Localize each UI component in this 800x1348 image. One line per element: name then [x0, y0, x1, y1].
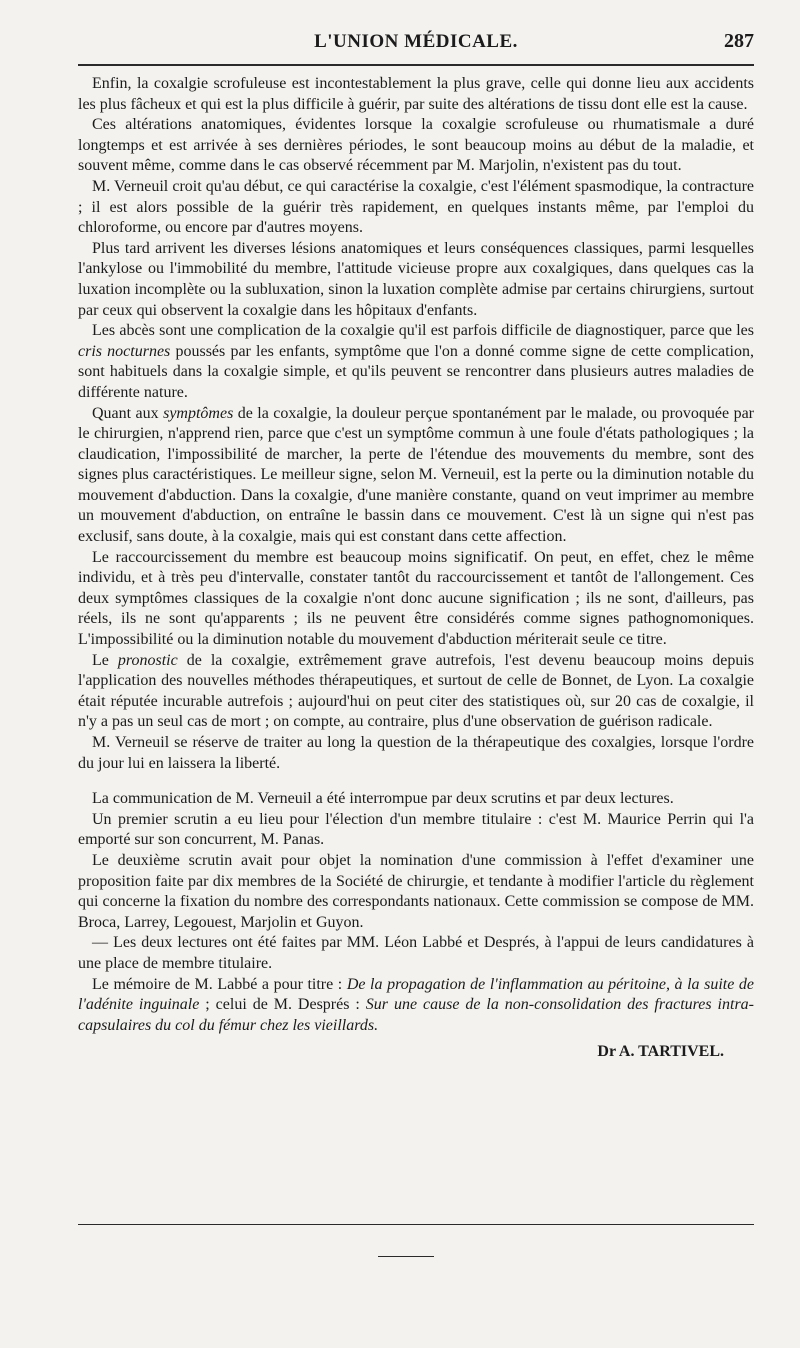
paragraph: Ces altérations anatomiques, évidentes lorsque la coxalgie scrofuleuse ou rhumatismale a duré longtemps et est arrivée à ses dernières périodes, le sont beaucoup moins au début de la maladie, et souvent même, comme dans le cas observé récemment par M. Marjolin, n'existent pas du tout. — [78, 116, 754, 175]
paragraph: Plus tard arrivent les diverses lésions anatomiques et leurs conséquences classiques, parmi lesquelles l'ankylose ou l'immobilité du membre, l'attitude vicieuse propre aux coxalgiques, dans quelques cas la luxation incomplète ou la subluxation, sinon la luxation complète admise par certains chirurgiens, surtout par ceux qui observent la coxalgie dans les hôpitaux d'enfants. — [78, 239, 754, 319]
running-title: L'UNION MÉDICALE. — [314, 31, 518, 52]
paragraph: Quant aux symptômes de la coxalgie, la douleur perçue spontanément par le malade, ou provoquée par le chirurgien, n'apprend rien, parce que c'est un symptôme commun à une foule d'états pathologiques ; la claudication, l'impossibilité de marcher, la perte de l'étendue des mouvements du membre, sont des signes plus caractéristiques. Le meilleur signe, selon M. Verneuil, est la perte ou la diminution notable du mouvement d'abduction. Dans la coxalgie, d'une manière constante, quand on veut imprimer au membre un mouvement d'abduction, on entraîne le bassin dans ce mouvement. C'est là un signe qui n'est pas exclusif, sans doute, à la coxalgie, mais qui est constant dans cette affection. — [78, 404, 754, 546]
footer-rule — [78, 1224, 754, 1225]
paragraph: M. Verneuil croit qu'au début, ce qui caractérise la coxalgie, c'est l'élément spasmodique, la contracture ; il est alors possible de la guérir très rapidement, en quelques instants même, par l'emploi du chloroforme, ou encore par d'autres moyens. — [78, 177, 754, 237]
page-header — [78, 28, 754, 58]
paragraph: — Les deux lectures ont été faites par MM. Léon Labbé et Després, à l'appui de leurs candidatures à une place de membre titulaire. — [78, 934, 754, 972]
article-body — [78, 74, 754, 1063]
paragraph: Les abcès sont une complication de la coxalgie qu'il est parfois difficile de diagnostiquer, parce que les cris nocturnes poussés par les enfants, symptôme que l'on a donné comme signe de cette complication, sont habituels dans la coxalgie simple, et qu'ils peuvent se rencontrer dans plusieurs autres maladies de différente nature. — [78, 322, 754, 401]
paragraph: La communication de M. Verneuil a été interrompue par deux scrutins et par deux lectures. — [92, 790, 674, 808]
footer-short-rule — [378, 1256, 434, 1257]
paragraph: Un premier scrutin a eu lieu pour l'élection d'un membre titulaire : c'est M. Maurice Perrin qui l'a emporté sur son concurrent, M. Panas. — [78, 810, 754, 849]
paragraph: Le mémoire de M. Labbé a pour titre : De la propagation de l'inflammation au péritoine, à la suite de l'adénite inguinale ; celui de M. Després : Sur une cause de la non-consolidation des fractures intra-capsulaires du col du fémur chez les vieillards. — [78, 975, 754, 1034]
paragraph: Enfin, la coxalgie scrofuleuse est incontestablement la plus grave, celle qui donne lieu aux accidents les plus fâcheux et qui est la plus difficile à guérir, par suite des altérations de tissu dont elle est la cause. — [78, 75, 754, 113]
paragraph: M. Verneuil se réserve de traiter au long la question de la thérapeutique des coxalgies, lorsque l'ordre du jour lui en laissera la liberté. — [78, 734, 754, 772]
paragraph: Le raccourcissement du membre est beaucoup moins significatif. On peut, en effet, chez le même individu, et à très peu d'intervalle, constater tantôt du raccourcissement et tantôt de l'allongement. Ces deux symptômes classiques de la coxalgie n'ont donc aucune signification ; ils ne sont, d'ailleurs, pas réels, ils ne sont qu'apparents ; ils ne peuvent être considérés comme signes pathognomoniques. L'impossibilité ou la diminution notable du mouvement d'abduction mériterait seule ce titre. — [78, 548, 754, 649]
header-rule — [78, 64, 754, 66]
paragraph: Le deuxième scrutin avait pour objet la nomination d'une commission à l'effet d'examiner une proposition faite par dix membres de la Société de chirurgie, et tendante à modifier l'article du règlement qui concerne la fixation du nombre des correspondants nationaux. Cette commission se compose de MM. Broca, Larrey, Legouest, Marjolin et Guyon. — [78, 851, 754, 931]
page-number: 287 — [724, 30, 754, 52]
paragraph: Le pronostic de la coxalgie, extrêmement grave autrefois, l'est devenu beaucoup moins depuis l'application des nouvelles méthodes thérapeutiques, et surtout de celle de Bonnet, de Lyon. La coxalgie était réputée incurable autrefois ; aujourd'hui on peut citer des statistiques où, sur 20 cas de coxalgie, il n'y a pas un seul cas de mort ; on compte, au contraire, plus d'une observation de guérison radicale. — [78, 651, 755, 731]
author-signature: Dr A. TARTIVEL. — [597, 1043, 724, 1061]
